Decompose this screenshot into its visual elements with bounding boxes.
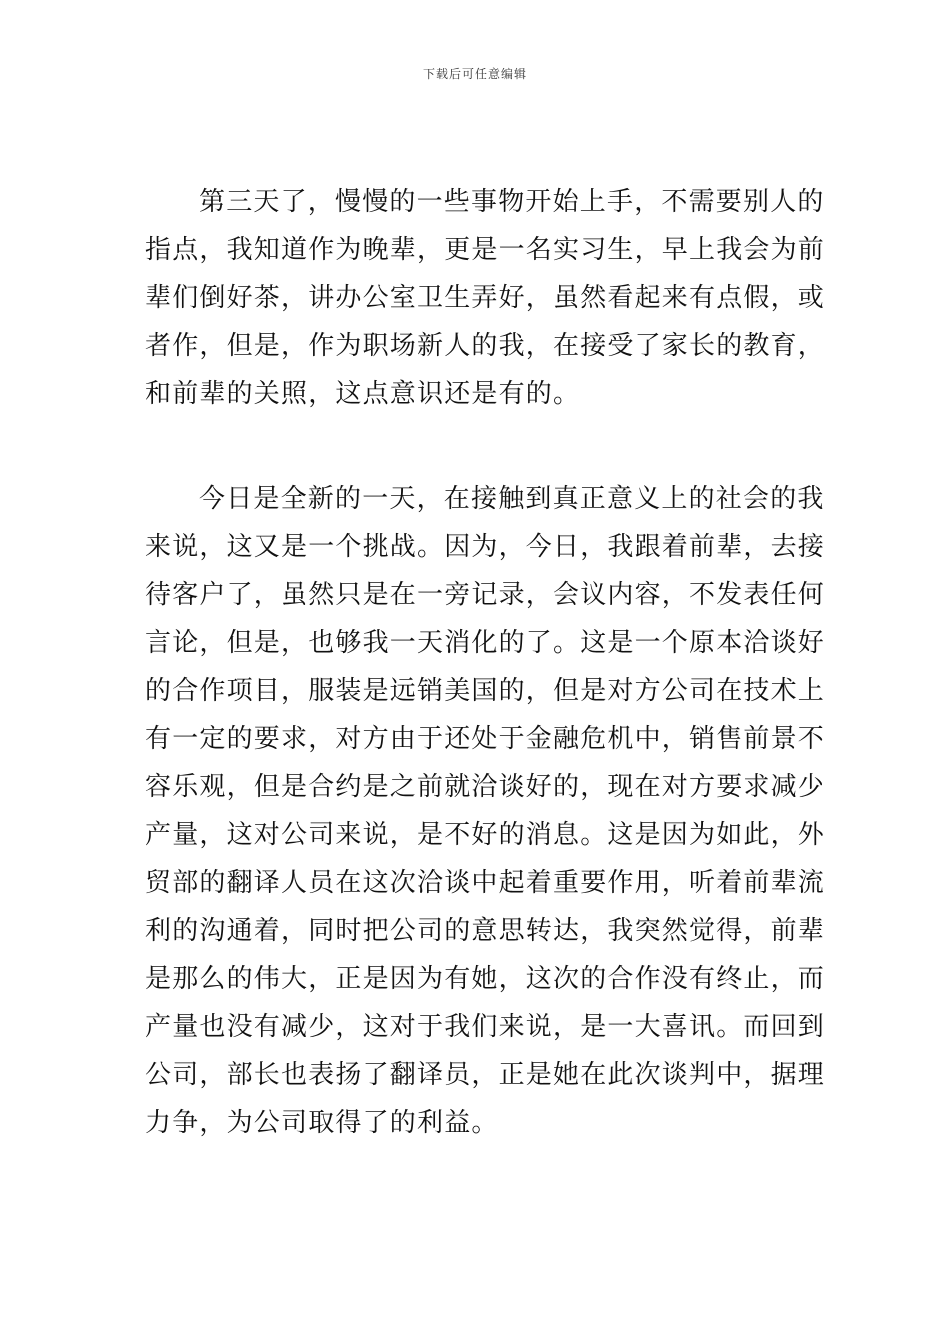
paragraph-line: 有一定的要求，对方由于还处于金融危机中，销售前景不: [145, 724, 826, 754]
paragraph-line: 贸部的翻译人员在这次洽谈中起着重要作用，听着前辈流: [145, 868, 826, 898]
paragraph-line: 公司，部长也表扬了翻译员，正是她在此次谈判中，据理: [145, 1060, 826, 1090]
paragraph-line: 言论，但是，也够我一天消化的了。这是一个原本洽谈好: [145, 628, 826, 658]
paragraph-line: 是那么的伟大，正是因为有她，这次的合作没有终止，而: [145, 964, 826, 994]
paragraph-line: 产量也没有减少，这对于我们来说，是一大喜讯。而回到: [145, 1012, 826, 1042]
paragraph-line: 利的沟通着，同时把公司的意思转达，我突然觉得，前辈: [145, 916, 826, 946]
paragraph-line: 第三天了，慢慢的一些事物开始上手，不需要别人的: [199, 187, 825, 217]
paragraph-line: 产量，这对公司来说，是不好的消息。这是因为如此，外: [145, 820, 826, 850]
paragraph-line: 待客户了，虽然只是在一旁记录，会议内容，不发表任何: [145, 580, 826, 610]
page-header: 下载后可任意编辑: [422, 67, 527, 81]
paragraph-line: 者作，但是，作为职场新人的我，在接受了家长的教育，: [145, 331, 826, 361]
paragraph-line: 来说，这又是一个挑战。因为，今日，我跟着前辈，去接: [145, 532, 826, 562]
paragraph-line: 的合作项目，服装是远销美国的，但是对方公司在技术上: [145, 676, 826, 706]
paragraph-line: 辈们倒好茶，讲办公室卫生弄好，虽然看起来有点假，或: [145, 283, 826, 313]
paragraph-2: [145, 475, 826, 1147]
paragraph-line: 指点，我知道作为晚辈，更是一名实习生，早上我会为前: [145, 235, 826, 265]
paragraph-line: 容乐观，但是合约是之前就洽谈好的，现在对方要求减少: [145, 772, 826, 802]
paragraph-line: 力争，为公司取得了的利益。: [145, 1108, 499, 1138]
paragraph-line: 和前辈的关照，这点意识还是有的。: [145, 379, 581, 409]
paragraph-1: [145, 178, 826, 418]
paragraph-line: 今日是全新的一天，在接触到真正意义上的社会的我: [199, 484, 825, 514]
